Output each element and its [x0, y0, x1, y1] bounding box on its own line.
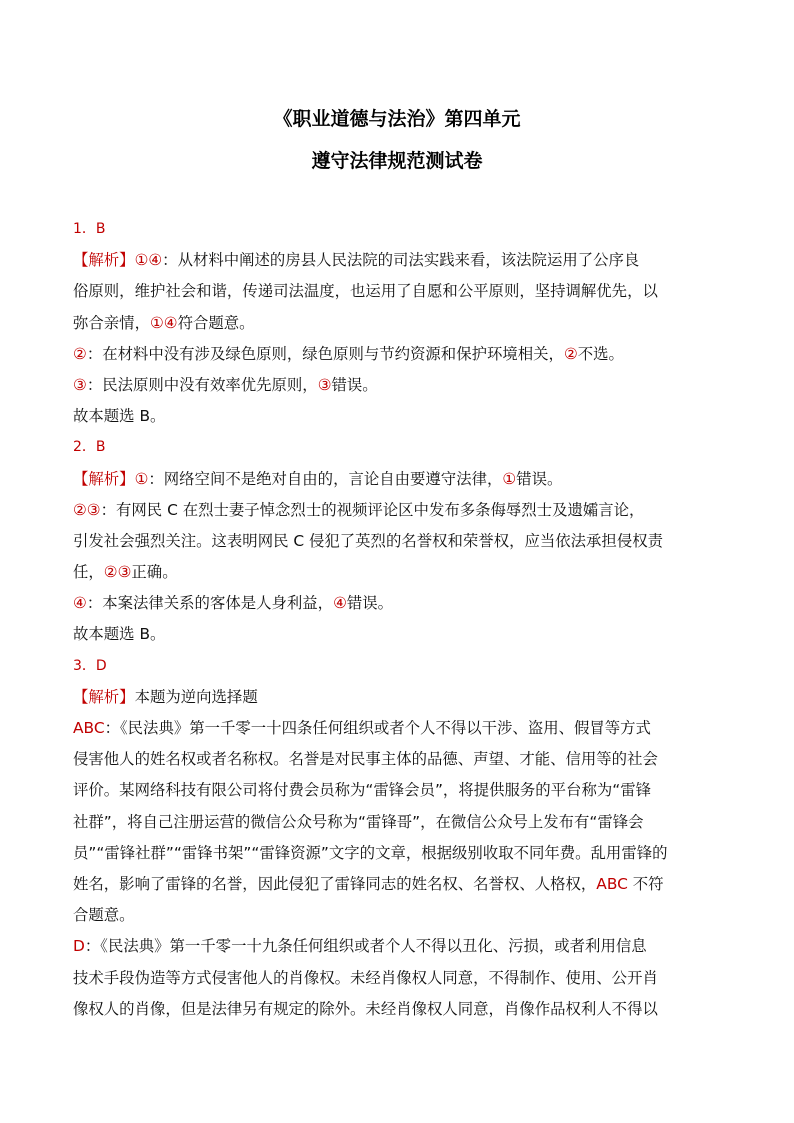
- explanation-line: [73, 619, 723, 650]
- body-text: 姓名，影响了雷锋的名誉，因此侵犯了雷锋同志的姓名权、名誉权、人格权，: [73, 874, 597, 893]
- body-text: ：有网民 C 在烈士妻子悼念烈士的视频评论区中发布多条侮辱烈士及遗孀言论，: [100, 500, 645, 519]
- highlight-text: 【解析】: [73, 687, 135, 706]
- highlight-text: ABC: [596, 874, 628, 893]
- explanation-line: [73, 744, 723, 775]
- explanation-line: [73, 526, 723, 557]
- explanation-line: [73, 838, 723, 869]
- body-text: ：网络空间不是绝对自由的，言论自由要遵守法律，: [148, 469, 503, 488]
- body-text: 错误。: [516, 469, 563, 488]
- explanation-line: [73, 588, 723, 619]
- question-number: 2．B: [73, 439, 106, 456]
- highlight-text: ABC: [73, 719, 105, 737]
- highlight-text: ①④: [149, 313, 178, 332]
- highlight-text: ④: [333, 594, 347, 613]
- body-text: 不选。: [577, 344, 624, 363]
- body-text: 侵害他人的姓名权或者名称权。名誉是对民事主体的品德、声望、才能、信用等的社会: [73, 750, 658, 769]
- highlight-text: ②: [563, 344, 578, 363]
- body-text: 合题意。: [73, 906, 135, 925]
- body-text: 引发社会强烈关注。这表明网民 C 侵犯了英烈的名誉权和荣誉权，应当依法承担侵权责: [73, 531, 663, 550]
- highlight-text: ③: [317, 375, 332, 394]
- body-text: 任，: [73, 563, 104, 582]
- highlight-text: ④: [73, 594, 87, 613]
- body-text: 评价。某网络科技有限公司将付费会员称为“雷锋会员”，将提供服务的平台称为“雷锋: [73, 781, 651, 800]
- explanation-line: [73, 713, 723, 744]
- body-text: ：从材料中阐述的房县人民法院的司法实践来看，该法院运用了公序良: [162, 251, 640, 270]
- explanation-line: [73, 775, 723, 806]
- body-text: 俗原则，维护社会和谐，传递司法温度，也运用了自愿和公平原则，坚持调解优先，以: [73, 282, 658, 301]
- explanation-line: [73, 963, 723, 994]
- explanation-line: [73, 464, 723, 495]
- explanation-line: [73, 557, 723, 588]
- document-title: 《职业道德与法治》第四单元: [273, 108, 521, 130]
- body-text: ：在材料中没有涉及绿色原则，绿色原则与节约资源和保护环境相关，: [86, 344, 564, 363]
- body-text: 正确。: [131, 563, 178, 582]
- highlight-text: D: [73, 937, 85, 956]
- explanation-line: [73, 245, 723, 276]
- highlight-text: ②③: [73, 500, 101, 519]
- body-text: 不符: [627, 874, 664, 893]
- body-text: 像权人的肖像，但是法律另有规定的除外。未经肖像权人同意，肖像作品权利人不得以: [73, 999, 658, 1018]
- body-text: 故本题选 B。: [73, 407, 166, 426]
- body-text: 符合题意。: [177, 313, 255, 332]
- highlight-text: ③: [73, 375, 87, 394]
- body-text: 故本题选 B。: [73, 625, 166, 644]
- question-number: 1．B: [73, 221, 106, 237]
- body-text: 员”“雷锋社群”“雷锋书架”“雷锋资源”文字的文章，根据级别收取不同年费。乱用雷锋的: [73, 843, 668, 862]
- document-subtitle: 遵守法律规范测试卷: [311, 150, 483, 172]
- body-text: 本题为逆向选择题: [134, 687, 258, 706]
- answer-content: [73, 214, 723, 1025]
- question-number: 3．D: [73, 657, 107, 674]
- body-text: 错误。: [346, 594, 394, 613]
- body-text: 错误。: [331, 375, 378, 394]
- highlight-text: ②: [73, 344, 87, 363]
- explanation-line: [73, 308, 723, 339]
- explanation-line: [73, 900, 723, 931]
- explanation-line: [73, 682, 723, 713]
- highlight-text: 【解析】①: [73, 469, 149, 488]
- highlight-text: ①: [502, 469, 517, 488]
- body-text: ：《民法典》第一千零一十九条任何组织或者个人不得以丑化、污损，或者利用信息: [84, 937, 647, 956]
- explanation-line: [73, 370, 723, 401]
- highlight-text: ②③: [103, 563, 132, 582]
- body-text: ：《民法典》第一千零一十四条任何组织或者个人不得以干涉、盗用、假冒等方式: [104, 719, 651, 737]
- explanation-line: [73, 276, 723, 307]
- explanation-line: [73, 495, 723, 526]
- explanation-line: [73, 931, 723, 962]
- explanation-line: [73, 401, 723, 432]
- explanation-line: [73, 869, 723, 900]
- highlight-text: 【解析】①④: [73, 251, 163, 270]
- explanation-line: [73, 339, 723, 370]
- body-text: 技术手段伪造等方式侵害他人的肖像权。未经肖像权人同意，不得制作、使用、公开肖: [73, 968, 658, 987]
- body-text: ：本案法律关系的客体是人身利益，: [86, 594, 334, 613]
- explanation-line: [73, 807, 723, 838]
- body-text: 社群”，将自己注册运营的微信公众号称为“雷锋哥”，在微信公众号上发布有“雷锋会: [73, 812, 644, 831]
- body-text: ：民法原则中没有效率优先原则，: [86, 375, 318, 394]
- explanation-line: [73, 994, 723, 1025]
- body-text: 弥合亲情，: [73, 313, 150, 332]
